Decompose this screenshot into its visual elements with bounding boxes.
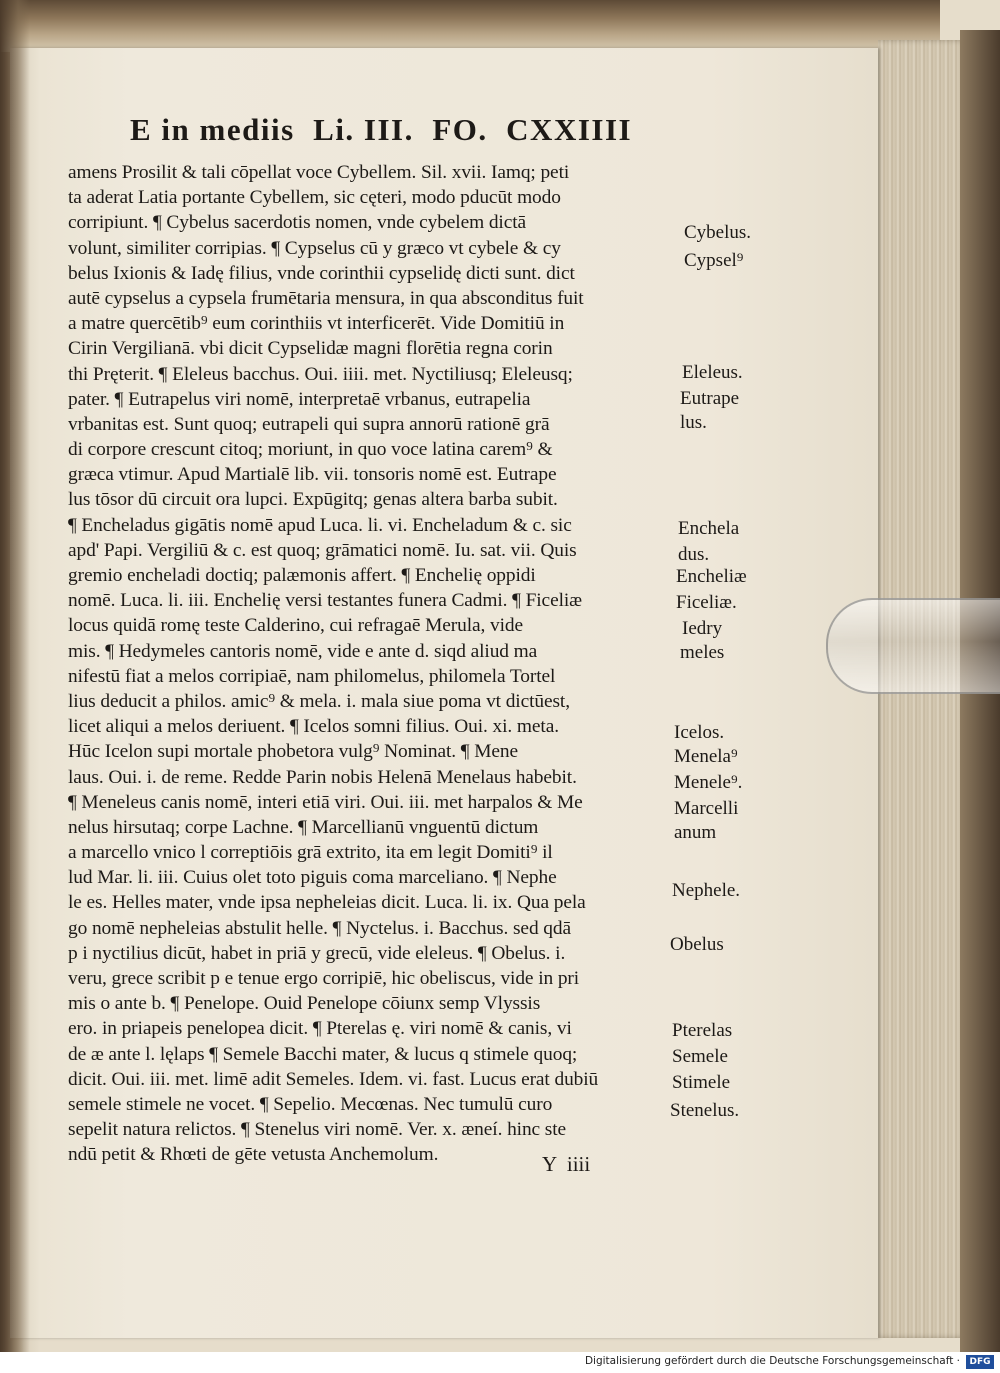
margin-note: Enchela [678, 518, 740, 539]
body-line: go nomē nepheleias abstulit helle. ¶ Nyctelus. i. Bacchus. sed qdā [68, 917, 571, 939]
body-line: Hūc Icelon supi mortale phobetora vulg⁹ Nominat. ¶ Mene [68, 741, 518, 763]
margin-note: Stimele [672, 1072, 731, 1093]
body-line: ero. in priapeis penelopea dicit. ¶ Pterelas ę. viri nomē & canis, vi [68, 1018, 572, 1040]
body-line: græca vtimur. Apud Martialē lib. vii. tonsoris nomē est. Eutrape [68, 464, 557, 486]
page-clip [826, 598, 1000, 694]
body-line: corripiunt. ¶ Cybelus sacerdotis nomen, vnde cybelem dictā [68, 212, 527, 234]
body-line: belus Ixionis & Iadę filius, vnde corinthii cypselidę dicti sunt. dict [68, 262, 575, 284]
body-line: amens Prosilit & tali cōpellat voce Cybellem. Sil. xvii. Iamq; peti [68, 162, 570, 183]
body-line: ¶ Encheladus gigātis nomē apud Luca. li. vi. Encheladum & c. sic [68, 514, 572, 536]
margin-note: Iedry [682, 618, 723, 639]
margin-note: Obelus [670, 934, 724, 955]
body-line: veru, grece scribit p e tenue ergo corripiē, hic obeliscus, vide in pri [68, 968, 580, 989]
body-line: thi Pręterit. ¶ Eleleus bacchus. Oui. iiii. met. Nyctiliusq; Eleleusq; [68, 363, 573, 385]
body-line: nifestū fiat a melos corripiaē, nam philomelus, philomela Tortel [68, 665, 556, 687]
margin-note: Menela⁹ [674, 746, 738, 767]
signature-mark: Y iiii [542, 1152, 591, 1176]
footer-bar [0, 1352, 1000, 1373]
margin-note: Eleleus. [682, 362, 743, 383]
margin-note: Icelos. [674, 722, 725, 743]
margin-note: Cybelus. [684, 222, 752, 243]
margin-note: Encheliæ [676, 566, 747, 587]
running-head: E in mediis Li. III. FO. CXXIIII [130, 112, 633, 147]
footer-credit: Digitalisierung gefördert durch die Deutsche Forschungsgemeinschaft · [584, 1355, 960, 1367]
body-line: licet aliqui a melos deriuent. ¶ Icelos somni filius. Oui. xi. meta. [68, 716, 559, 738]
body-line: lus tōsor dū circuit ora lupci. Expūgitq; genas altera barba subit. [68, 489, 558, 511]
body-line: ¶ Meneleus canis nomē, interi etiā viri. Oui. iii. met harpalos & Me [68, 791, 583, 813]
margin-note: Nephele. [672, 880, 741, 901]
body-line: mis o ante b. ¶ Penelope. Ouid Penelope cōiunx semp Vlyssis [68, 993, 541, 1015]
body-line: semele stimele ne vocet. ¶ Sepelio. Mecœnas. Nec tumulū curo [68, 1093, 553, 1115]
body-line: Cirin Vergilianā. vbi dicit Cypselidæ magni florētia regna corin [68, 338, 553, 360]
body-line: laus. Oui. i. de reme. Redde Parin nobis Helenā Menelaus habebit. [68, 766, 577, 788]
margin-note: Eutrape [680, 388, 740, 409]
body-line: a matre quercētib⁹ eum corinthiis vt interficerēt. Vide Domitiū in [68, 313, 565, 335]
margin-note: Stenelus. [670, 1100, 740, 1121]
margin-note: Pterelas [672, 1020, 733, 1041]
margin-note: Marcelli [674, 798, 739, 819]
margin-note: Ficeliæ. [676, 592, 737, 613]
body-text [68, 160, 674, 1168]
margin-note: dus. [678, 544, 710, 565]
body-line: p i nyctilius dicūt, habet in priā y grecū, vide eleleus. ¶ Obelus. i. [68, 942, 566, 964]
body-line: sepelit natura relictos. ¶ Stenelus viri nomē. Ver. x. æneí. hinc ste [68, 1119, 567, 1141]
body-line: autē cypselus a cypsela frumētaria mensura, in qua absconditus fuit [68, 287, 584, 309]
body-line: volunt, similiter corripias. ¶ Cypselus cū y græco vt cybele & cy [68, 237, 561, 259]
body-line: ndū petit & Rhœti de gēte vetusta Anchemolum. [68, 1144, 439, 1166]
body-line: a marcello vnico l correptiōis grā extrito, ita em legit Domiti⁹ il [68, 842, 553, 864]
body-line: vrbanitas est. Sunt quoq; eutrapeli qui supra annorū rationē grā [68, 413, 550, 435]
margin-note: Semele [672, 1046, 728, 1067]
margin-note: anum [674, 822, 717, 843]
dfg-logo: DFG [966, 1355, 994, 1369]
body-line: mis. ¶ Hedymeles cantoris nomē, vide e ante d. siqd aliud ma [68, 640, 538, 662]
body-line: ta aderat Latia portante Cybellem, sic cęteri, modo pducūt modo [68, 187, 561, 209]
margin-note: Menele⁹. [674, 772, 743, 793]
margin-note: lus. [680, 412, 707, 433]
spine-shadow [0, 0, 30, 1352]
body-line: pater. ¶ Eutrapelus viri nomē, interpretaē vrbanus, eutrapelia [68, 388, 531, 410]
body-line: de æ ante l. lęlaps ¶ Semele Bacchi mater, & lucus q stimele quoq; [68, 1043, 578, 1065]
body-line: lius deducit a philos. amic⁹ & mela. i. mala siue poma vt dictūest, [68, 690, 570, 712]
book-top-edge [0, 0, 940, 52]
body-line: dicit. Oui. iii. met. limē adit Semeles. Idem. vi. fast. Lucus erat dubiū [68, 1068, 599, 1090]
body-line: nomē. Luca. li. iii. Enchelię versi testantes funera Cadmi. ¶ Ficeliæ [68, 590, 582, 612]
margin-note: meles [680, 642, 725, 663]
body-line: nelus hirsutaq; corpe Lachne. ¶ Marcellianū vnguentū dictum [68, 816, 539, 838]
body-line: apd' Papi. Vergiliū & c. est quoq; grāmatici nomē. Iu. sat. vii. Quis [68, 539, 577, 561]
body-line: di corpore crescunt citoq; moriunt, in quo voce latina carem⁹ & [68, 439, 553, 461]
body-line: le es. Helles mater, vnde ipsa nepheleias dicit. Luca. li. ix. Qua pela [68, 892, 586, 914]
body-line: locus quidā romę teste Calderino, cui refragaē Merula, vide [68, 615, 523, 637]
body-line: lud Mar. li. iii. Cuius olet toto piguis coma marceliano. ¶ Nephe [68, 867, 557, 889]
body-line: gremio encheladi doctiq; palæmonis affert. ¶ Enchelię oppidi [68, 565, 536, 586]
margin-note: Cypsel⁹ [684, 250, 744, 271]
